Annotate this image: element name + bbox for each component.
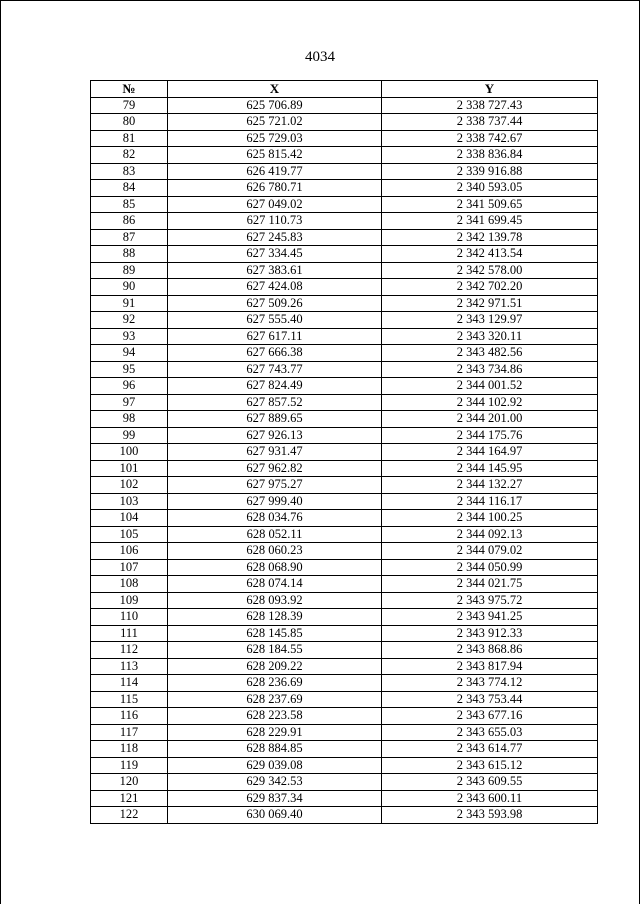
cell-number: 106 xyxy=(91,543,168,560)
cell-x: 628 884.85 xyxy=(168,741,382,758)
cell-number: 96 xyxy=(91,378,168,395)
cell-y: 2 344 079.02 xyxy=(382,543,598,560)
column-header-number: № xyxy=(91,81,168,98)
cell-y: 2 340 593.05 xyxy=(382,180,598,197)
cell-number: 79 xyxy=(91,97,168,114)
cell-number: 89 xyxy=(91,262,168,279)
table-row xyxy=(91,312,598,329)
cell-number: 80 xyxy=(91,114,168,131)
table-row xyxy=(91,774,598,791)
cell-x: 628 145.85 xyxy=(168,625,382,642)
cell-x: 628 223.58 xyxy=(168,708,382,725)
cell-x: 627 424.08 xyxy=(168,279,382,296)
cell-x: 627 617.11 xyxy=(168,328,382,345)
cell-x: 627 245.83 xyxy=(168,229,382,246)
cell-x: 628 068.90 xyxy=(168,559,382,576)
table-body xyxy=(91,97,598,823)
cell-y: 2 343 615.12 xyxy=(382,757,598,774)
cell-x: 625 815.42 xyxy=(168,147,382,164)
cell-x: 627 975.27 xyxy=(168,477,382,494)
cell-y: 2 344 021.75 xyxy=(382,576,598,593)
cell-y: 2 341 699.45 xyxy=(382,213,598,230)
table-row xyxy=(91,213,598,230)
table-row xyxy=(91,328,598,345)
cell-y: 2 344 116.17 xyxy=(382,493,598,510)
cell-x: 628 034.76 xyxy=(168,510,382,527)
cell-y: 2 344 201.00 xyxy=(382,411,598,428)
cell-number: 97 xyxy=(91,394,168,411)
cell-x: 629 837.34 xyxy=(168,790,382,807)
cell-y: 2 343 129.97 xyxy=(382,312,598,329)
cell-x: 628 229.91 xyxy=(168,724,382,741)
table-row xyxy=(91,625,598,642)
table-row xyxy=(91,477,598,494)
cell-y: 2 344 100.25 xyxy=(382,510,598,527)
table-row xyxy=(91,592,598,609)
cell-y: 2 344 092.13 xyxy=(382,526,598,543)
cell-x: 628 128.39 xyxy=(168,609,382,626)
cell-y: 2 344 175.76 xyxy=(382,427,598,444)
cell-number: 90 xyxy=(91,279,168,296)
cell-x: 629 342.53 xyxy=(168,774,382,791)
table-row xyxy=(91,609,598,626)
cell-y: 2 343 614.77 xyxy=(382,741,598,758)
column-header-x: X xyxy=(168,81,382,98)
cell-y: 2 338 727.43 xyxy=(382,97,598,114)
table-row xyxy=(91,691,598,708)
cell-y: 2 343 817.94 xyxy=(382,658,598,675)
cell-number: 114 xyxy=(91,675,168,692)
table-row xyxy=(91,543,598,560)
cell-x: 627 931.47 xyxy=(168,444,382,461)
cell-y: 2 343 593.98 xyxy=(382,807,598,824)
table-row xyxy=(91,675,598,692)
cell-y: 2 344 102.92 xyxy=(382,394,598,411)
cell-y: 2 343 320.11 xyxy=(382,328,598,345)
cell-number: 99 xyxy=(91,427,168,444)
table-row xyxy=(91,180,598,197)
cell-y: 2 343 975.72 xyxy=(382,592,598,609)
column-header-y: Y xyxy=(382,81,598,98)
cell-number: 95 xyxy=(91,361,168,378)
table-row xyxy=(91,724,598,741)
cell-x: 627 383.61 xyxy=(168,262,382,279)
table-row xyxy=(91,741,598,758)
table-row xyxy=(91,559,598,576)
cell-y: 2 343 734.86 xyxy=(382,361,598,378)
cell-number: 107 xyxy=(91,559,168,576)
cell-x: 628 052.11 xyxy=(168,526,382,543)
cell-x: 628 060.23 xyxy=(168,543,382,560)
cell-y: 2 344 050.99 xyxy=(382,559,598,576)
cell-y: 2 343 600.11 xyxy=(382,790,598,807)
cell-x: 629 039.08 xyxy=(168,757,382,774)
table-row xyxy=(91,361,598,378)
cell-number: 85 xyxy=(91,196,168,213)
cell-y: 2 343 677.16 xyxy=(382,708,598,725)
cell-number: 103 xyxy=(91,493,168,510)
cell-y: 2 343 912.33 xyxy=(382,625,598,642)
cell-y: 2 344 145.95 xyxy=(382,460,598,477)
cell-number: 115 xyxy=(91,691,168,708)
cell-y: 2 338 737.44 xyxy=(382,114,598,131)
cell-y: 2 342 413.54 xyxy=(382,246,598,263)
table-row xyxy=(91,444,598,461)
cell-y: 2 343 868.86 xyxy=(382,642,598,659)
table-row xyxy=(91,460,598,477)
cell-x: 628 074.14 xyxy=(168,576,382,593)
table-row xyxy=(91,163,598,180)
table-row xyxy=(91,807,598,824)
table-row xyxy=(91,345,598,362)
cell-x: 630 069.40 xyxy=(168,807,382,824)
cell-number: 117 xyxy=(91,724,168,741)
cell-x: 627 926.13 xyxy=(168,427,382,444)
table-row xyxy=(91,642,598,659)
table-row xyxy=(91,411,598,428)
cell-number: 120 xyxy=(91,774,168,791)
cell-number: 98 xyxy=(91,411,168,428)
table-row xyxy=(91,295,598,312)
cell-number: 86 xyxy=(91,213,168,230)
cell-x: 627 049.02 xyxy=(168,196,382,213)
cell-number: 108 xyxy=(91,576,168,593)
table-row xyxy=(91,510,598,527)
cell-y: 2 344 164.97 xyxy=(382,444,598,461)
cell-x: 627 555.40 xyxy=(168,312,382,329)
table-row xyxy=(91,196,598,213)
cell-x: 627 889.65 xyxy=(168,411,382,428)
table-row xyxy=(91,493,598,510)
cell-x: 628 093.92 xyxy=(168,592,382,609)
cell-number: 111 xyxy=(91,625,168,642)
cell-y: 2 342 578.00 xyxy=(382,262,598,279)
cell-number: 122 xyxy=(91,807,168,824)
cell-x: 627 666.38 xyxy=(168,345,382,362)
table-row xyxy=(91,229,598,246)
table-row xyxy=(91,130,598,147)
cell-x: 626 780.71 xyxy=(168,180,382,197)
cell-number: 110 xyxy=(91,609,168,626)
table-row xyxy=(91,658,598,675)
cell-y: 2 342 139.78 xyxy=(382,229,598,246)
cell-x: 628 184.55 xyxy=(168,642,382,659)
cell-y: 2 343 941.25 xyxy=(382,609,598,626)
table-row xyxy=(91,427,598,444)
cell-y: 2 342 702.20 xyxy=(382,279,598,296)
cell-number: 112 xyxy=(91,642,168,659)
cell-y: 2 339 916.88 xyxy=(382,163,598,180)
page-number: 4034 xyxy=(305,49,335,65)
cell-number: 104 xyxy=(91,510,168,527)
table-row xyxy=(91,279,598,296)
cell-number: 118 xyxy=(91,741,168,758)
table-row xyxy=(91,394,598,411)
table-row xyxy=(91,757,598,774)
cell-number: 121 xyxy=(91,790,168,807)
cell-number: 116 xyxy=(91,708,168,725)
cell-y: 2 342 971.51 xyxy=(382,295,598,312)
table-row xyxy=(91,97,598,114)
cell-number: 91 xyxy=(91,295,168,312)
cell-number: 82 xyxy=(91,147,168,164)
cell-x: 627 824.49 xyxy=(168,378,382,395)
cell-y: 2 344 132.27 xyxy=(382,477,598,494)
cell-x: 628 236.69 xyxy=(168,675,382,692)
cell-x: 627 110.73 xyxy=(168,213,382,230)
cell-y: 2 344 001.52 xyxy=(382,378,598,395)
table-row xyxy=(91,576,598,593)
cell-x: 627 334.45 xyxy=(168,246,382,263)
cell-number: 92 xyxy=(91,312,168,329)
table-row xyxy=(91,262,598,279)
cell-number: 119 xyxy=(91,757,168,774)
table-row xyxy=(91,114,598,131)
cell-number: 102 xyxy=(91,477,168,494)
cell-x: 627 857.52 xyxy=(168,394,382,411)
cell-x: 627 962.82 xyxy=(168,460,382,477)
cell-number: 113 xyxy=(91,658,168,675)
cell-x: 625 729.03 xyxy=(168,130,382,147)
cell-x: 627 509.26 xyxy=(168,295,382,312)
cell-y: 2 338 836.84 xyxy=(382,147,598,164)
cell-number: 101 xyxy=(91,460,168,477)
table-row xyxy=(91,246,598,263)
cell-x: 627 999.40 xyxy=(168,493,382,510)
table-header-row xyxy=(91,81,598,98)
cell-x: 625 721.02 xyxy=(168,114,382,131)
cell-number: 109 xyxy=(91,592,168,609)
cell-x: 627 743.77 xyxy=(168,361,382,378)
cell-number: 88 xyxy=(91,246,168,263)
cell-number: 83 xyxy=(91,163,168,180)
cell-y: 2 341 509.65 xyxy=(382,196,598,213)
cell-number: 94 xyxy=(91,345,168,362)
cell-y: 2 343 655.03 xyxy=(382,724,598,741)
cell-y: 2 343 609.55 xyxy=(382,774,598,791)
cell-number: 84 xyxy=(91,180,168,197)
cell-x: 628 237.69 xyxy=(168,691,382,708)
coordinates-table xyxy=(90,80,598,824)
table-row xyxy=(91,708,598,725)
cell-number: 105 xyxy=(91,526,168,543)
table-row xyxy=(91,790,598,807)
cell-number: 87 xyxy=(91,229,168,246)
cell-number: 81 xyxy=(91,130,168,147)
cell-x: 628 209.22 xyxy=(168,658,382,675)
cell-y: 2 343 774.12 xyxy=(382,675,598,692)
cell-number: 100 xyxy=(91,444,168,461)
cell-number: 93 xyxy=(91,328,168,345)
cell-y: 2 343 753.44 xyxy=(382,691,598,708)
table-row xyxy=(91,526,598,543)
cell-x: 626 419.77 xyxy=(168,163,382,180)
cell-y: 2 338 742.67 xyxy=(382,130,598,147)
cell-x: 625 706.89 xyxy=(168,97,382,114)
table-row xyxy=(91,147,598,164)
cell-y: 2 343 482.56 xyxy=(382,345,598,362)
table-row xyxy=(91,378,598,395)
